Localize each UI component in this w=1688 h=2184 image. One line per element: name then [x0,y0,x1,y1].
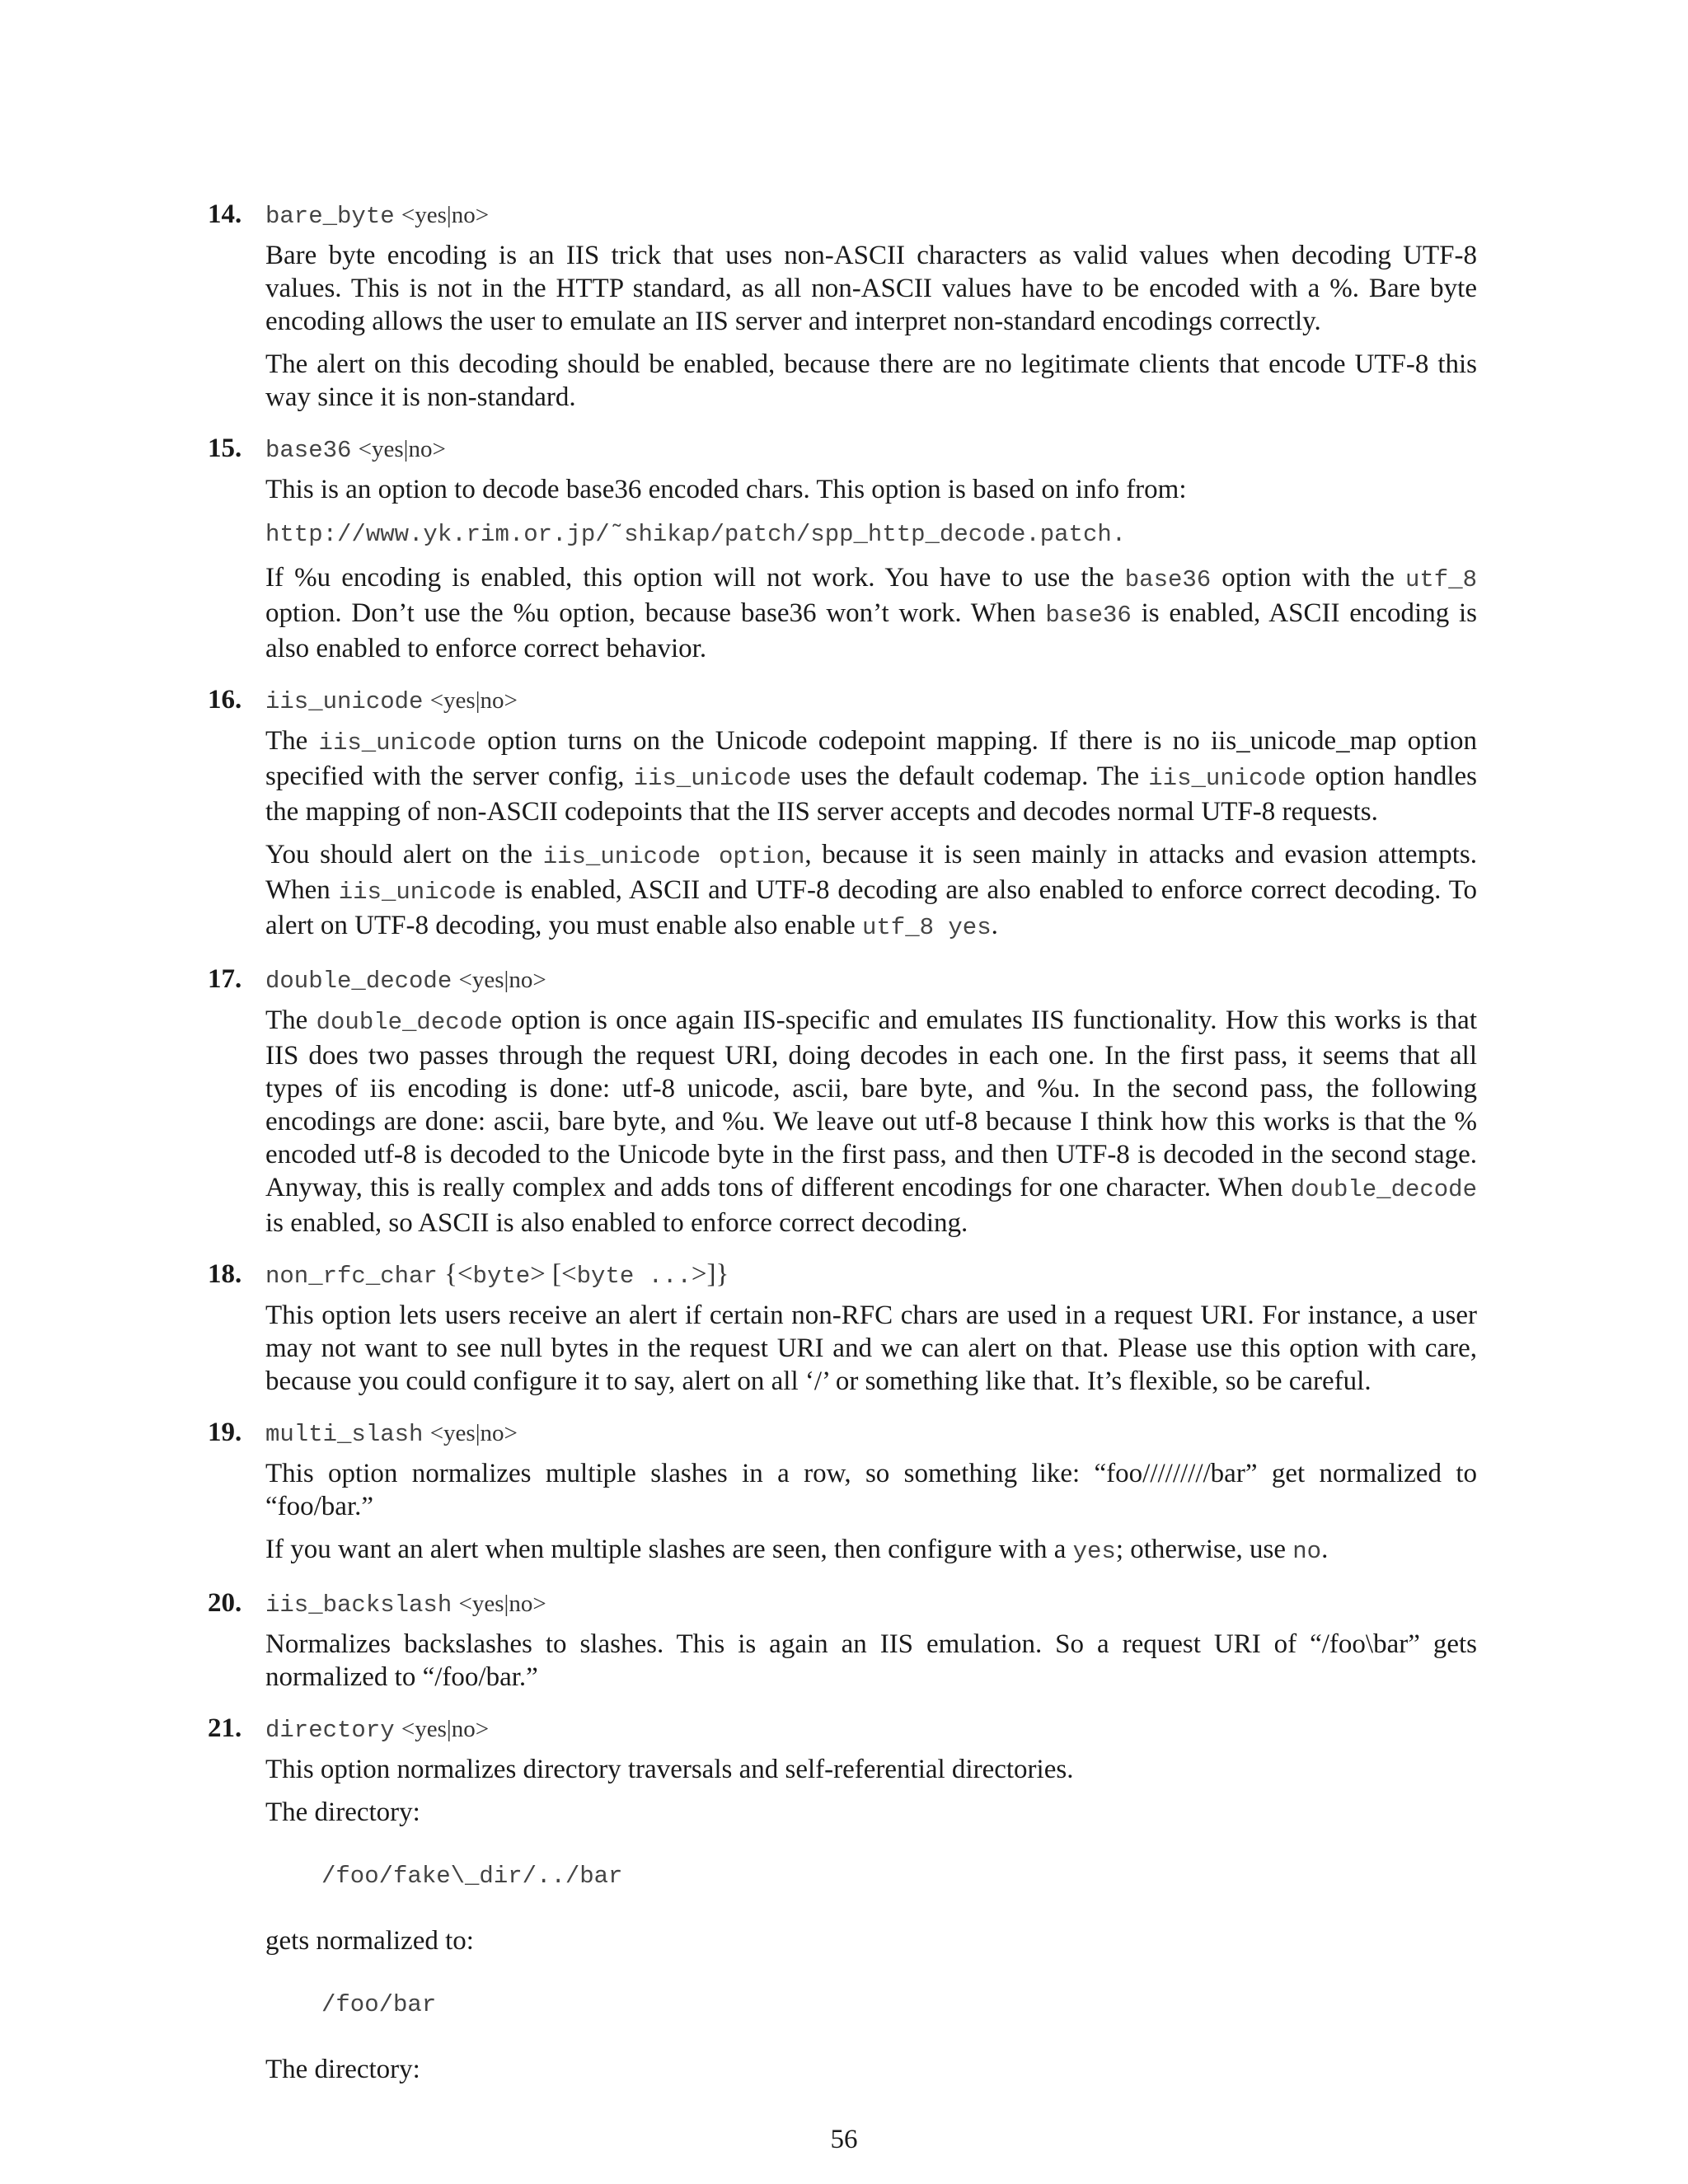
code-example: /foo/bar [321,1991,437,2018]
text-run: . [991,911,998,940]
inline-code: iis_unicode [633,765,792,792]
item-number: 19. [208,1418,242,1447]
option-bare-byte [208,196,1477,414]
text-run: option handles the mapping of non-ASCII codepoints that the IIS server accepts and decodes normal UTF-8 requests. [265,762,1477,827]
option-syntax [444,1259,729,1289]
item-number: 15. [208,434,242,463]
paragraph [265,724,1477,828]
option-heading [208,961,1477,997]
inline-code: iis_unicode option [542,843,805,870]
option-name: double_decode [265,968,452,995]
item-number: 18. [208,1259,242,1289]
option-name: directory [265,1717,395,1744]
option-name: non_rfc_char [265,1263,438,1290]
paragraph: This option normalizes multiple slashes in a row, so something like: “foo/////////bar” get normalized to “foo/bar.” [265,1459,1477,1521]
option-heading [208,682,1477,718]
option-directory [208,1710,1477,2086]
paragraph [265,1004,1477,1240]
inline-code: iis_unicode [1148,765,1306,792]
text-run: , because it is seen mainly in attacks and evasion attempts. When [265,840,1477,905]
text-run: option is once again IIS-specific and emulates IIS functionality. How this works is that IIS does two passes through the request URI, doing decodes in each one. In the first pass, it seems that all types of iis encoding is done: utf-8 unicode, ascii, bare byte, and %u. In the second pass, the following encodings are done: ascii, bare byte, and %u. We leave out utf-8 because I think how this works is that the % encoded utf-8 is decoded to the Unicode byte in the first pass, and then UTF-8 is decoded in the second stage. Anyway, this is really complex and adds tons of different encodings for one character. When [265,1005,1477,1202]
inline-code: utf_8 yes [861,914,992,941]
option-heading [208,1585,1477,1621]
inline-code: base36 [1045,602,1132,629]
reference-url [265,516,1477,551]
item-number: 14. [208,199,242,229]
option-double-decode [208,961,1477,1240]
paragraph: This option normalizes directory traversals and self-referential directories. [265,1755,1074,1784]
text-run: If %u encoding is enabled, this option will not work. You have to use the [265,563,1125,593]
option-syntax: <yes|no> [429,1420,518,1446]
paragraph: gets normalized to: [265,1926,474,1956]
text-run: . [1321,1535,1329,1564]
option-iis-backslash [208,1585,1477,1694]
option-iis-unicode [208,682,1477,944]
text-run: is enabled, ASCII and UTF-8 decoding are also enabled to enforce correct decoding. To alert on UTF-8 decoding, you must enable also enable [265,875,1477,940]
option-syntax: <yes|no> [458,1591,546,1617]
option-multi-slash [208,1414,1477,1568]
option-syntax: <yes|no> [401,202,490,228]
option-syntax: <yes|no> [401,1716,490,1742]
paragraph: This is an option to decode base36 encoded chars. This option is based on info from: [265,475,1187,504]
paragraph: The directory: [265,2055,420,2084]
paragraph: Normalizes backslashes to slashes. This is again an IIS emulation. So a request URI of “/foo\bar” gets normalized to “/foo/bar.” [265,1629,1477,1692]
text-run: option turns on the Unicode codepoint mapping. If there is no iis_unicode_map option specified with the server config, [265,726,1478,791]
text-run: The [265,1005,316,1035]
syntax-part: > [< [530,1259,577,1289]
inline-code: double_decode [316,1009,503,1036]
paragraph: This option lets users receive an alert if certain non-RFC chars are used in a request URI. For instance, a user may not want to see null bytes in the request URI and we can alert on that. Please use this option with care, because you could configure it to say, alert on all ‘/’ or something like that. It’s flexible, so be careful. [265,1301,1477,1396]
text-run: is enabled, ASCII encoding is also enabled to enforce correct behavior. [265,598,1478,663]
url-text: http://www.yk.rim.or.jp/˜shikap/patch/spp_http_decode.patch. [265,521,1127,548]
code-example: /foo/fake\_dir/../bar [321,1863,623,1890]
syntax-part: byte [472,1263,531,1290]
page-number: 56 [830,2125,858,2154]
inline-code: yes [1072,1538,1116,1565]
inline-code: double_decode [1290,1176,1477,1203]
text-run: is enabled, so ASCII is also enabled to enforce correct decoding. [265,1208,968,1238]
inline-code: utf_8 [1405,566,1478,593]
option-list [208,196,1477,2102]
syntax-part: {< [444,1259,473,1289]
option-syntax: <yes|no> [458,967,546,993]
text-run: The [265,726,319,756]
option-non-rfc-char [208,1256,1477,1398]
option-heading [208,1256,1477,1292]
text-run: uses the default codemap. The [791,762,1149,791]
text-run: option. Don’t use the %u option, because base36 won’t work. When [265,598,1046,628]
option-heading [208,430,1477,466]
text-run: If you want an alert when multiple slashes are seen, then configure with a [265,1535,1073,1564]
option-name: iis_backslash [265,1591,452,1619]
paragraph: The directory: [265,1797,420,1827]
option-base36 [208,430,1477,665]
option-name: multi_slash [265,1421,424,1448]
text-run: option with the [1211,563,1405,593]
option-name: base36 [265,437,352,464]
option-heading [208,1710,1477,1746]
option-name: iis_unicode [265,688,424,715]
syntax-part: >]} [691,1259,729,1289]
option-syntax: <yes|no> [358,436,446,462]
option-heading [208,1414,1477,1451]
inline-code: iis_unicode [338,879,497,906]
item-number: 16. [208,685,242,715]
syntax-part: byte ... [576,1263,692,1290]
inline-code: iis_unicode [318,729,476,757]
text-run: You should alert on the [265,840,543,869]
option-syntax: <yes|no> [429,687,518,714]
item-number: 17. [208,964,242,994]
paragraph [265,838,1477,944]
paragraph: Bare byte encoding is an IIS trick that uses non-ASCII characters as valid values when decoding UTF-8 values. This is not in the HTTP standard, as all non-ASCII values have to be encoded with a %. Bare byte encoding allows the user to emulate an IIS server and interpret non-standard encodings correctly. [265,241,1477,336]
paragraph: The alert on this decoding should be enabled, because there are no legitimate clients that encode UTF-8 this way since it is non-standard. [265,349,1477,412]
option-name: bare_byte [265,203,395,230]
inline-code: no [1292,1538,1322,1565]
item-number: 20. [208,1588,242,1618]
paragraph [265,561,1477,665]
text-run: ; otherwise, use [1115,1535,1293,1564]
inline-code: base36 [1124,566,1212,593]
paragraph [265,1533,1477,1568]
option-heading [208,196,1477,232]
item-number: 21. [208,1713,242,1743]
